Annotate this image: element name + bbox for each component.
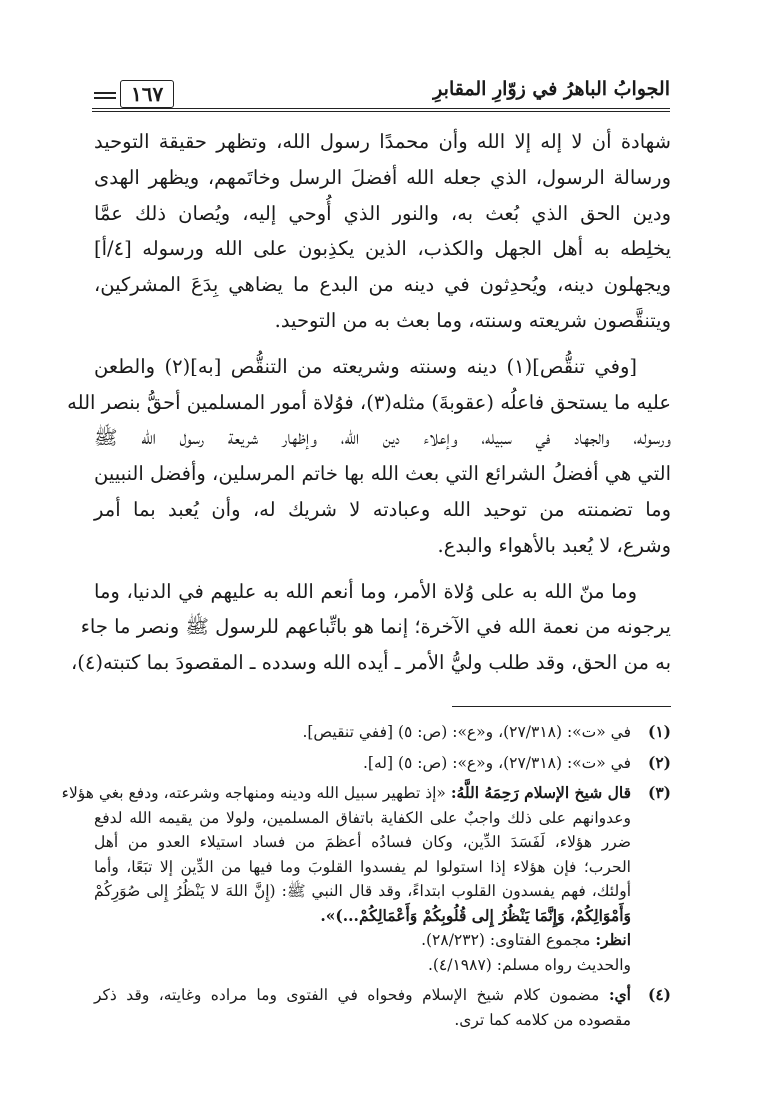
- text-line: ويجهلون دينه، ويُحدِثون في دينه من البدع ما يضاهي بِدَعَ المشركين،: [94, 273, 671, 297]
- footnote-line-text: «إذ تطهير سبيل الله ودينه ومنهاجه وشرعته، ودفع بغي هؤلاء: [61, 784, 446, 802]
- page-number: ١٦٧: [120, 80, 174, 108]
- footnote-line: أولئك، فهم يفسدون القلوب ابتداءً، وقد قال النبي ﷺ: (إِنَّ اللهَ لا يَنْظُرُ إِلى صُوَرِكُمْ: [94, 882, 631, 900]
- footnote-number: (٢): [647, 752, 671, 772]
- footnote-3: [61, 781, 671, 977]
- text-line: [وفي تنقُّص](١) دينه وسنته وشريعته من التنقُّص [به](٢) والطعن: [94, 354, 637, 378]
- text-line: يخلِطه به أهل الجهل والكذب، الذين يكذِبون على الله ورسوله [٤/أ]: [94, 237, 671, 261]
- running-title: الجوابُ الباهرُ في زوّارِ المقابرِ: [433, 78, 670, 100]
- text-line: وشرع، لا يُعبد بالأهواء والبدع.: [437, 533, 671, 557]
- footnote-text: في «ت»: (٢٧/٣١٨)، و«ع»: (ص: ٥) [له].: [363, 753, 631, 772]
- footnote-line: وَأَمْوَالِكُمْ، وَإِنَّمَا يَنْظُرُ إِلى قُلُوبِكُمْ وَأَعْمَالِكُمْ...)».: [320, 905, 631, 925]
- footnote-line: ضرر هؤلاء، لَفَسَدَ الدِّين، وكان فسادُه أعظمَ من فساد استيلاء العدو من أهل: [94, 833, 631, 851]
- footnote-text: في «ت»: (٢٧/٣١٨)، و«ع»: (ص: ٥) [ففي تنقيص].: [302, 723, 631, 741]
- footnote-line: [94, 983, 631, 1008]
- text-line: ورسالة الرسول، الذي جعله الله أفضلَ الرسل وخاتَمهم، ويظهر الهدى: [94, 165, 671, 189]
- text-line: التي هي أفضلُ الشرائع التي بعث الله بها خاتم المرسلين، وأفضل النبيين: [94, 462, 671, 486]
- footnote-number: (٣): [647, 783, 671, 802]
- footnote-separator: [452, 706, 671, 707]
- text-line: عليه ما يستحق فاعلُه (عقوبةَ) مثله(٣)، فوُلاة أمور المسلمين أحقُّ بنصر الله: [67, 390, 671, 414]
- footnote-lead: قال شيخ الإسلام رَحِمَهُ اللَّهُ:: [450, 783, 631, 802]
- footnote-reference: [94, 928, 631, 953]
- text-line: شهادة أن لا إله إلا الله وأن محمدًا رسول الله، وتظهر حقيقة التوحيد: [94, 130, 671, 153]
- paragraph-1: [94, 124, 671, 339]
- footnote-line-text: مضمون كلام شيخ الإسلام وفحواه في الفتوى وما مراده وغايته، وقد ذكر: [94, 986, 600, 1004]
- page-header: [92, 74, 670, 114]
- header-rule-2: [92, 111, 670, 112]
- footnotes: [61, 720, 671, 1032]
- footnote-line: وعدوانهم على ذلك واجبٌ على الكفاية باتفاق المسلمين، ولولا من يقيمه الله لدفع: [94, 808, 631, 827]
- text-line: ورسوله، والجهاد في سبيله، وإعلاء دين الله، وإظهار شريعة رسول الله ﷺ: [94, 426, 671, 450]
- text-line: وما منّ الله به على وُلاة الأمر، وما أنعم الله به عليهم في الدنيا، وما: [94, 579, 637, 603]
- text-line: به من الحق، وقد طلب وليُّ الأمر ـ أيده الله وسدده ـ المقصودَ بما كتبته(٤)،: [71, 651, 671, 675]
- see-label: انظر:: [595, 930, 631, 949]
- header-rule: [92, 108, 670, 109]
- text-line: وما تضمنته من توحيد الله وعبادته لا شريك له، وأن يُعبد بما أمر: [94, 497, 671, 521]
- see-text: مجموع الفتاوى: (٢٨/٢٣٢).: [421, 931, 591, 949]
- text-line: ودين الحق الذي بُعث به، والنور الذي أُوحي إليه، ويُصان ذلك عمَّا: [94, 201, 671, 225]
- text-line: يرجونه من نعمة الله في الآخرة؛ إنما هو باتِّباعهم للرسول ﷺ ونصر ما جاء: [80, 615, 671, 639]
- header-ornament: [94, 92, 116, 94]
- footnote-1: [94, 720, 671, 745]
- main-text: [67, 124, 671, 681]
- footnote-line: مقصوده من كلامه كما ترى.: [454, 1010, 631, 1029]
- footnote-number: (٤): [647, 985, 671, 1004]
- text-line: ويتنقَّصون شريعته وسنته، وما بعث به من التوحيد.: [274, 308, 671, 332]
- footnote-line: [61, 781, 631, 806]
- footnote-hadith: والحديث رواه مسلم: (٤/١٩٨٧).: [427, 955, 631, 974]
- footnote-4: [94, 983, 671, 1032]
- paragraph-2: [67, 349, 671, 564]
- header-ornament-2: [94, 97, 116, 99]
- footnote-line: الحرب؛ فإن هؤلاء إذا استولوا لم يفسدوا القلوبَ وما فيها من الدِّين إلا تبَعًا، وأما: [94, 857, 631, 876]
- footnote-2: [94, 751, 671, 776]
- footnote-number: (١): [647, 722, 671, 741]
- footnote-lead: أي:: [608, 985, 631, 1004]
- paragraph-3: [71, 574, 671, 681]
